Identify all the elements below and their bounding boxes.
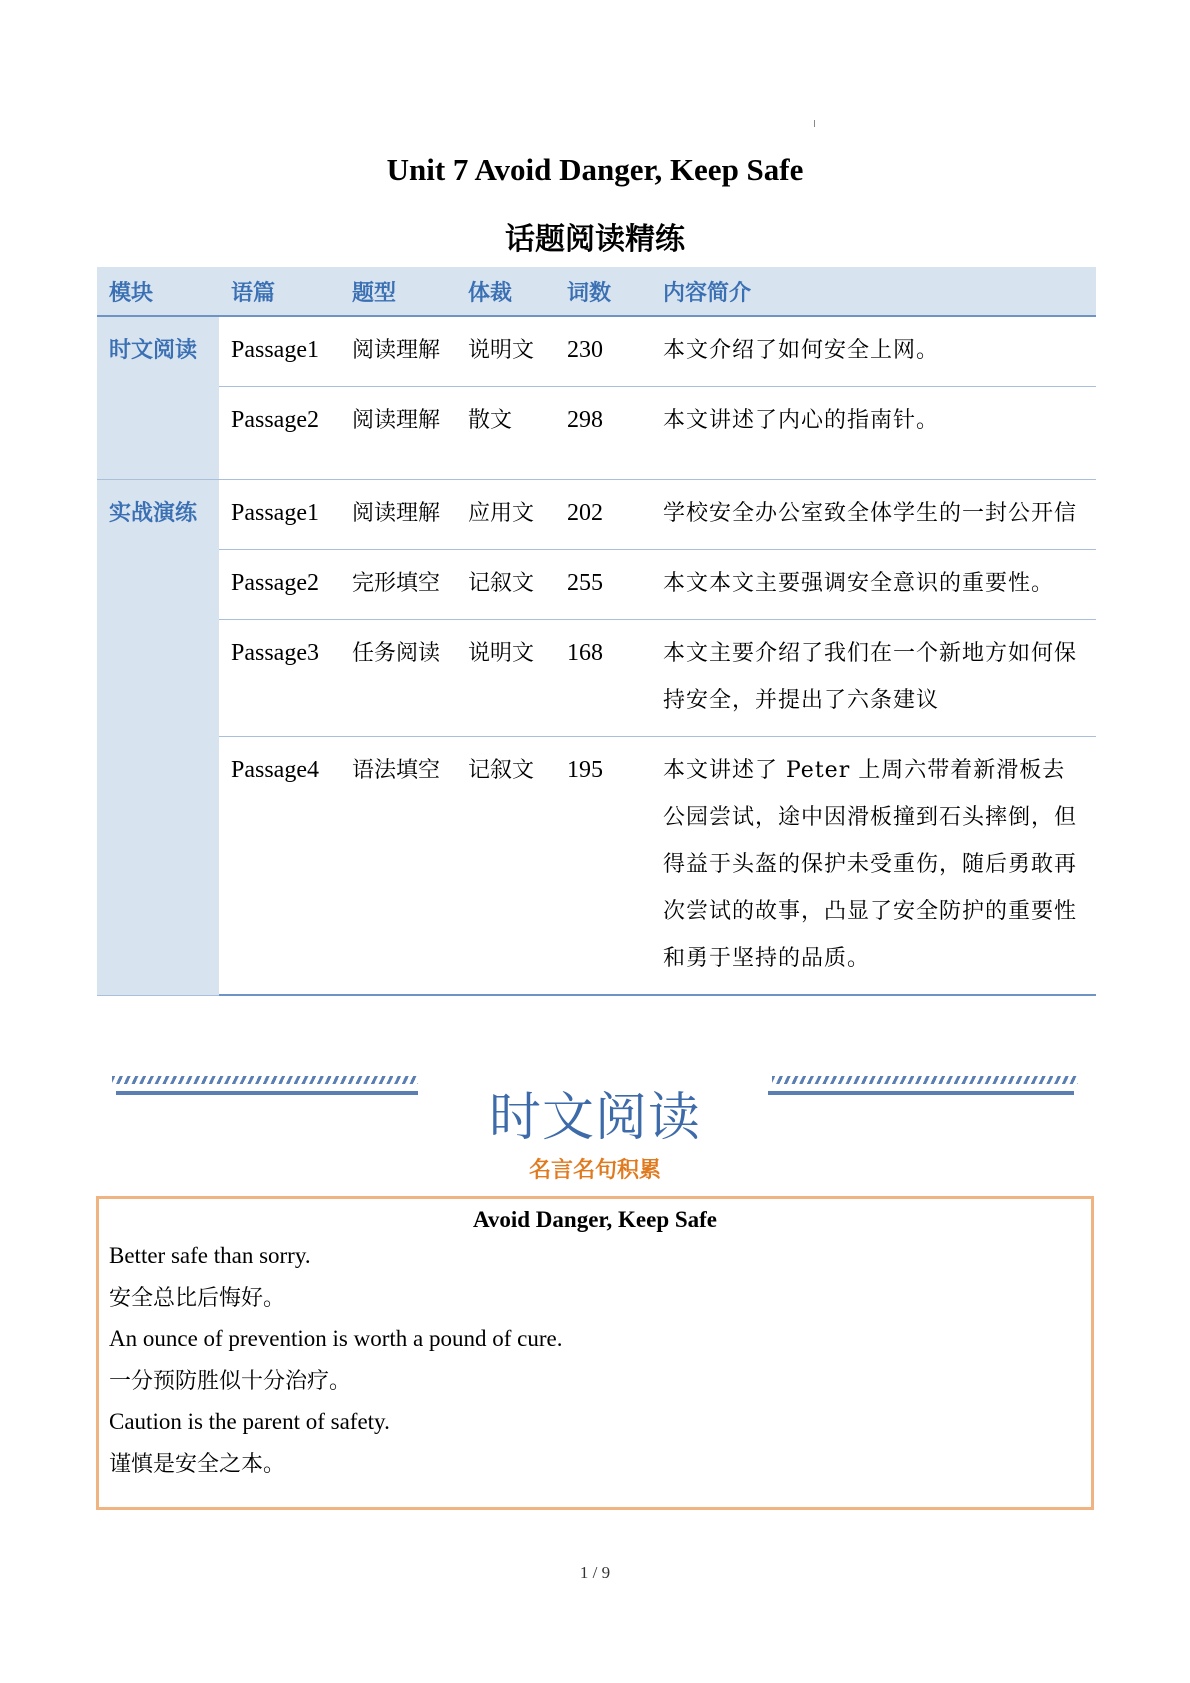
header-cell: 体裁 <box>456 267 555 316</box>
corner-mark <box>814 120 815 127</box>
type-cell: 完形填空 <box>340 550 456 620</box>
quote-chinese: 一分预防胜似十分治疗。 <box>109 1369 352 1394</box>
passage-cell: Passage4 <box>219 737 340 996</box>
header-cell: 词数 <box>555 267 651 316</box>
table-row <box>97 737 1096 996</box>
table-row <box>97 316 1096 387</box>
genre-cell: 散文 <box>456 387 555 480</box>
document-title: Unit 7 Avoid Danger, Keep Safe <box>386 152 804 187</box>
section-title: 时文阅读 <box>488 1088 701 1148</box>
table-row <box>97 387 1096 480</box>
table-row <box>97 480 1096 550</box>
genre-cell: 应用文 <box>456 480 555 550</box>
passage-cell: Passage1 <box>219 316 340 387</box>
summary-cell: 学校安全办公室致全体学生的一封公开信 <box>651 480 1096 550</box>
type-cell: 阅读理解 <box>340 480 456 550</box>
word-count-cell: 202 <box>555 480 651 550</box>
type-cell: 语法填空 <box>340 737 456 996</box>
passage-cell: Passage2 <box>219 550 340 620</box>
quote-chinese: 安全总比后悔好。 <box>109 1286 286 1311</box>
document-subtitle: 话题阅读精练 <box>505 222 685 257</box>
quote-chinese: 谨慎是安全之本。 <box>109 1452 286 1477</box>
header-cell: 语篇 <box>219 267 340 316</box>
genre-cell: 记叙文 <box>456 737 555 996</box>
header-cell: 模块 <box>97 267 219 316</box>
word-count-cell: 195 <box>555 737 651 996</box>
genre-cell: 说明文 <box>456 316 555 387</box>
genre-cell: 记叙文 <box>456 550 555 620</box>
summary-cell: 本文讲述了 Peter 上周六带着新滑板去公园尝试，途中因滑板撞到石头摔倒，但得益于头盔的保护未受重伤，随后勇敢再次尝试的故事，凸显了安全防护的重要性和勇于坚持的品质。 <box>651 737 1096 996</box>
summary-cell: 本文介绍了如何安全上网。 <box>651 316 1096 387</box>
quote-box <box>96 1196 1094 1510</box>
summary-cell: 本文主要介绍了我们在一个新地方如何保持安全，并提出了六条建议 <box>651 620 1096 737</box>
table-header-row <box>97 267 1096 316</box>
type-cell: 任务阅读 <box>340 620 456 737</box>
word-count-cell: 255 <box>555 550 651 620</box>
summary-cell: 本文本文主要强调安全意识的重要性。 <box>651 550 1096 620</box>
quote-box-title: Avoid Danger, Keep Safe <box>472 1207 718 1232</box>
module-cell: 实战演练 <box>97 480 219 996</box>
header-cell: 题型 <box>340 267 456 316</box>
word-count-cell: 298 <box>555 387 651 480</box>
passage-cell: Passage3 <box>219 620 340 737</box>
page-number: 1 / 9 <box>579 1563 611 1582</box>
header-cell: 内容简介 <box>651 267 1096 316</box>
word-count-cell: 168 <box>555 620 651 737</box>
type-cell: 阅读理解 <box>340 387 456 480</box>
passage-cell: Passage2 <box>219 387 340 480</box>
quote-section-label: 名言名句积累 <box>528 1158 661 1183</box>
overview-table <box>97 267 1096 996</box>
quote-english: Better safe than sorry. <box>109 1243 311 1268</box>
table-row <box>97 620 1096 737</box>
table-row <box>97 550 1096 620</box>
quote-english: An ounce of prevention is worth a pound of cure. <box>109 1326 563 1351</box>
module-cell: 时文阅读 <box>97 316 219 480</box>
genre-cell: 说明文 <box>456 620 555 737</box>
quote-english: Caution is the parent of safety. <box>109 1409 390 1434</box>
summary-cell: 本文讲述了内心的指南针。 <box>651 387 1096 480</box>
type-cell: 阅读理解 <box>340 316 456 387</box>
word-count-cell: 230 <box>555 316 651 387</box>
passage-cell: Passage1 <box>219 480 340 550</box>
